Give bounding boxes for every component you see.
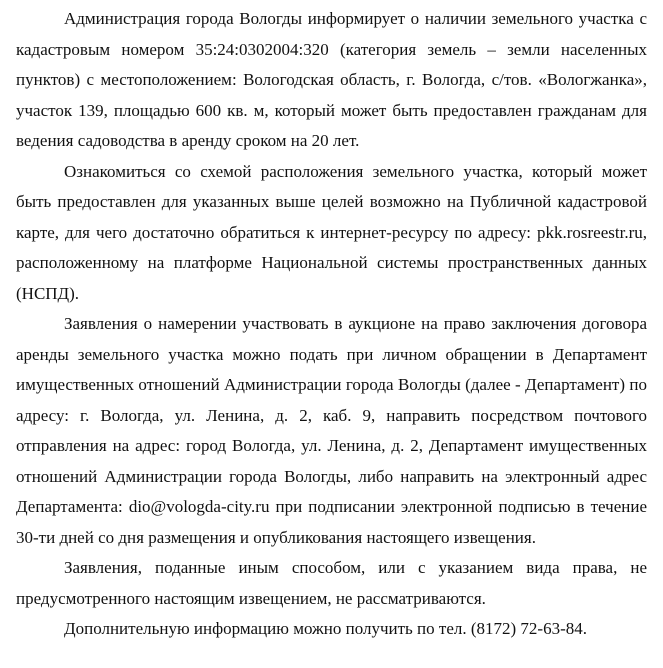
paragraph-cadastral-map: Ознакомиться со схемой расположения земельного участка, который может быть предоставлен для указанных выше целей возможно на Публичной кадастровой карте, для чего достаточно обратиться к интернет-ресурсу по адресу: pkk.rosreestr.ru, расположенному на платформе Национальной системы пространственных данных (НСПД). (16, 161, 647, 303)
paragraph-contact-phone: Дополнительную информацию можно получить по тел. (8172) 72-63-84. (64, 619, 588, 638)
paragraph-land-plot-notice: Администрация города Вологды информирует о наличии земельного участка с кадастровым номером 35:24:0302004:320 (категория земель – земли населенных пунктов) с местоположением: Вологодская область, г. Вологда, с/тов. «Вологжанка», участок 139, площадью 600 кв. м, который может быть предоставлен гражданам для ведения садоводства в аренду сроком на 20 лет. (16, 9, 647, 150)
paragraph-other-applications: Заявления, поданные иным способом, или с указанием вида права, не предусмотренного настоящим извещением, не рассматриваются. (16, 558, 647, 608)
paragraph-application-submission: Заявления о намерении участвовать в аукционе на право заключения договора аренды земельного участка можно подать при личном обращении в Департамент имущественных отношений Администрации города Вологды (далее - Департамент) по адресу: г. Вологда, ул. Ленина, д. 2, каб. 9, направить посредством почтового отправления на адрес: город Вологда, ул. Ленина, д. 2, Департамент имущественных отношений Администрации города Вологды, либо направить на электронный адрес Департамента: dio@vologda-city.ru при подписании электронной подписью в течение 30-ти дней со дня размещения и опубликования настоящего извещения. (16, 314, 647, 547)
